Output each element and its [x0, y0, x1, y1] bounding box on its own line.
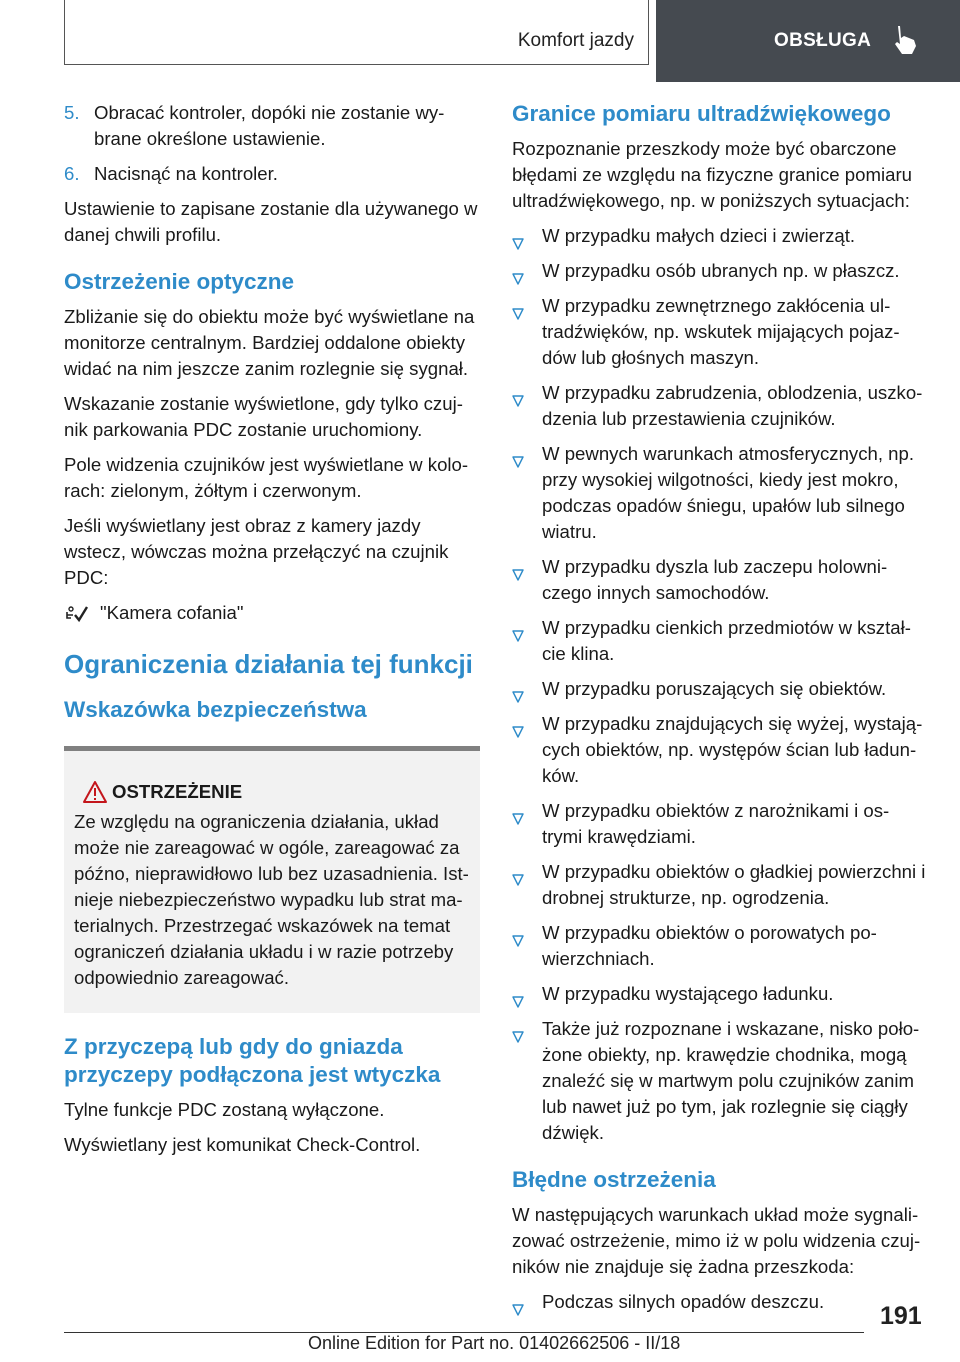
false-warning-list — [512, 1289, 928, 1315]
right-column — [512, 100, 928, 1324]
paragraph: Rozpoznanie przeszkody może być obarczone błędami ze względu na fizyczne granice pomiaru ultradźwiękowego, np. w poniższych sytuacjach: — [512, 138, 912, 211]
section-tab-label: OBSŁUGA — [774, 30, 872, 51]
paragraph: Tylne funkcje PDC zostaną wyłączone. — [64, 1099, 385, 1120]
step-item — [64, 100, 480, 152]
list-item — [512, 223, 928, 249]
bullet-triangle-icon — [512, 266, 524, 292]
list-item — [512, 981, 928, 1007]
heading-ultrasonic-limits: Granice pomiaru ultradźwiękowego — [512, 101, 891, 126]
list-item-text: Podczas silnych opadów deszczu. — [542, 1291, 825, 1312]
situations-list — [512, 223, 928, 1146]
list-item — [512, 798, 928, 850]
warning-box — [64, 746, 480, 1013]
list-item-text: W przypadku obiektów o gładkiej powierzchni i drobnej strukturze, np. ogrodzenia. — [542, 861, 926, 908]
paragraph: Jeśli wyświetlany jest obraz z kamery jazdy wstecz, wówczas można przełączyć na czujnik PDC: — [64, 515, 449, 588]
list-item-text: W przypadku cienkich przedmiotów w kształ-cie klina. — [542, 617, 911, 664]
paragraph: Pole widzenia czujników jest wyświetlane w kolo-rach: zielonym, żółtym i czerwonym. — [64, 454, 469, 501]
list-item-text: W przypadku obiektów z narożnikami i os-trymi krawędziami. — [542, 800, 890, 847]
warning-title: OSTRZEŻENIE — [112, 781, 243, 802]
heading-function-limits: Ograniczenia działania tej funkcji — [64, 649, 473, 679]
list-item — [512, 441, 928, 545]
list-item-text: W przypadku obiektów o porowatych po-wierzchniach. — [542, 922, 877, 969]
list-item — [512, 554, 928, 606]
bullet-triangle-icon — [512, 928, 524, 954]
bullet-triangle-icon — [512, 989, 524, 1015]
footer-edition: Online Edition for Part no. 01402662506 - II/18 — [308, 1333, 681, 1353]
list-item-text: W przypadku wystającego ładunku. — [542, 983, 834, 1004]
list-item-text: W przypadku osób ubranych np. w płaszcz. — [542, 260, 900, 281]
list-item — [512, 920, 928, 972]
step-number: 6. — [64, 163, 80, 184]
bullet-triangle-icon — [512, 231, 524, 257]
warning-text: Ze względu na ograniczenia działania, układ może nie zareagować w ogóle, zareagować za późno, nieprawidłowo lub bez uzasadnienia. Ist-nieje niebezpieczeństwo wypadku lub strat ma-terialnych. Przestrzegać wskazówek na temat ograniczeń działania układu i w razie potrzeby odpowiednio zareagować. — [74, 811, 469, 988]
paragraph: Wskazanie zostanie wyświetlone, gdy tylko czuj-nik parkowania PDC zostanie uruchomiony. — [64, 393, 463, 440]
bullet-triangle-icon — [512, 1024, 524, 1050]
step-text: Obracać kontroler, dopóki nie zostanie wy-brane określone ustawienie. — [94, 102, 445, 149]
heading-optical-warning: Ostrzeżenie optyczne — [64, 269, 295, 294]
heading-trailer: Z przyczepą lub gdy do gniazda przyczepy podłączona jest wtyczka — [64, 1034, 441, 1087]
list-item-text: W pewnych warunkach atmosferycznych, np. przy wysokiej wilgotności, kiedy jest mokro, podczas opadów śniegu, upałów lub silnego wiatru. — [542, 443, 915, 542]
list-item — [512, 258, 928, 284]
bullet-triangle-icon — [512, 449, 524, 475]
list-item-text: W przypadku dyszla lub zaczepu holowni-czego innych samochodów. — [542, 556, 888, 603]
breadcrumb: Komfort jazdy — [517, 30, 634, 51]
paragraph: Ustawienie to zapisane zostanie dla używanego w danej chwili profilu. — [64, 198, 478, 245]
list-item — [512, 711, 928, 789]
list-item — [512, 1016, 928, 1146]
step-text: Nacisnąć na kontroler. — [94, 163, 278, 184]
heading-false-warnings: Błędne ostrzeżenia — [512, 1167, 716, 1192]
bullet-triangle-icon — [512, 806, 524, 832]
step-number: 5. — [64, 102, 80, 123]
list-item — [512, 1289, 928, 1315]
list-item-text: W przypadku poruszających się obiektów. — [542, 678, 887, 699]
list-item-text: W przypadku małych dzieci i zwierząt. — [542, 225, 856, 246]
bullet-triangle-icon — [512, 867, 524, 893]
reverse-camera-icon — [64, 604, 90, 631]
paragraph: W następujących warunkach układ może sygnali-zować ostrzeżenie, mimo iż w polu widzenia czuj-ników nie znajduje się żadna przeszkoda: — [512, 1204, 921, 1277]
bullet-triangle-icon — [512, 684, 524, 710]
list-item-text: W przypadku zabrudzenia, oblodzenia, uszko-dzenia lub przestawienia czujników. — [542, 382, 923, 429]
bullet-triangle-icon — [512, 301, 524, 327]
camera-label: "Kamera cofania" — [100, 602, 244, 623]
header-breadcrumb-box — [64, 0, 649, 65]
paragraph: Zbliżanie się do obiektu może być wyświetlane na monitorze centralnym. Bardziej oddalone obiekty widać na nim jeszcze zanim rozlegnie się sygnał. — [64, 306, 475, 379]
list-item — [512, 676, 928, 702]
bullet-triangle-icon — [512, 388, 524, 414]
camera-option — [64, 600, 480, 626]
list-item — [512, 859, 928, 911]
step-item — [64, 161, 480, 187]
hand-pointer-icon — [892, 24, 918, 61]
list-item-text: Także już rozpoznane i wskazane, nisko poło-żone obiekty, np. krawędzie chodnika, mogą znaleźć się w martwym polu czujników zanim lub nawet już po tym, jak rozlegnie się ciągły dźwięk. — [542, 1018, 920, 1143]
list-item — [512, 615, 928, 667]
list-item — [512, 293, 928, 371]
left-column — [64, 100, 480, 1167]
list-item-text: W przypadku znajdujących się wyżej, wystają-cych obiektów, np. występów ścian lub ładun-ków. — [542, 713, 923, 786]
list-item-text: W przypadku zewnętrznego zakłócenia ul-tradźwięków, np. wskutek mijających pojaz-dów lub głośnych maszyn. — [542, 295, 900, 368]
page-number: 191 — [880, 1302, 922, 1330]
bullet-triangle-icon — [512, 562, 524, 588]
bullet-triangle-icon — [512, 623, 524, 649]
bullet-triangle-icon — [512, 719, 524, 745]
warning-triangle-icon — [82, 780, 108, 811]
list-item — [512, 380, 928, 432]
section-tab — [656, 0, 960, 82]
heading-safety-note: Wskazówka bezpieczeństwa — [64, 697, 367, 722]
warning-header — [74, 779, 470, 805]
paragraph: Wyświetlany jest komunikat Check-Control. — [64, 1134, 421, 1155]
bullet-triangle-icon — [512, 1297, 524, 1323]
